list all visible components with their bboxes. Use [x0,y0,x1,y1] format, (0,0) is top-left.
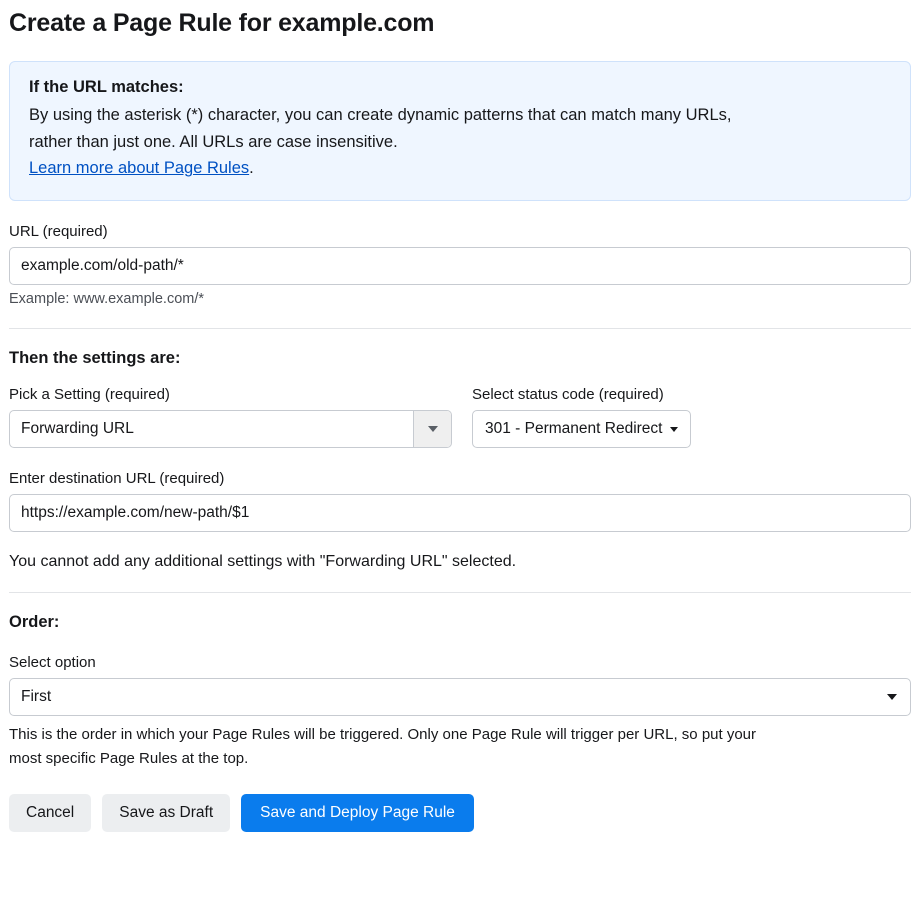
info-callout [9,61,911,201]
link-period: . [249,159,254,178]
forwarding-url-note: You cannot add any additional settings with "Forwarding URL" selected. [9,553,517,571]
pick-setting-dropdown-button[interactable] [413,411,451,447]
settings-section-title: Then the settings are: [9,349,181,368]
form-actions [9,794,911,832]
order-hint-line1: This is the order in which your Page Rules will be triggered. Only one Page Rule will trigger per URL, so put your [9,726,757,744]
info-callout-text-line2: rather than just one. All URLs are case insensitive. [29,132,398,151]
chevron-down-icon [428,426,438,432]
cancel-button[interactable]: Cancel [9,794,91,832]
chevron-down-icon [670,427,678,432]
url-field-label: URL (required) [9,223,108,241]
status-code-label: Select status code (required) [472,386,664,404]
save-as-draft-button[interactable]: Save as Draft [102,794,230,832]
save-and-deploy-button[interactable]: Save and Deploy Page Rule [241,794,474,832]
pick-setting-value: Forwarding URL [21,420,134,438]
destination-url-label: Enter destination URL (required) [9,470,225,488]
settings-row [9,386,911,448]
destination-url-input[interactable] [9,494,911,532]
status-code-group [472,386,715,448]
order-hint-line2: most specific Page Rules at the top. [9,750,249,768]
url-input[interactable] [9,247,911,285]
page-title: Create a Page Rule for example.com [9,9,435,37]
url-field-hint: Example: www.example.com/* [9,291,205,308]
order-select[interactable] [9,678,911,716]
divider-order [9,592,911,593]
status-code-value: 301 - Permanent Redirect [485,420,663,438]
info-callout-text-line1: By using the asterisk (*) character, you can create dynamic patterns that can match many URLs, [29,106,732,124]
learn-more-link[interactable]: Learn more about Page Rules [29,159,250,178]
info-callout-link-row [29,155,891,182]
pick-setting-group [9,386,452,448]
status-code-select[interactable] [472,410,691,448]
pick-setting-label: Pick a Setting (required) [9,386,170,404]
info-callout-title: If the URL matches: [29,78,184,96]
order-select-label: Select option [9,654,96,672]
order-select-value: First [21,688,52,706]
order-section-title: Order: [9,613,60,632]
divider-settings [9,328,911,329]
pick-setting-select[interactable] [9,410,452,448]
chevron-down-icon [887,694,897,700]
